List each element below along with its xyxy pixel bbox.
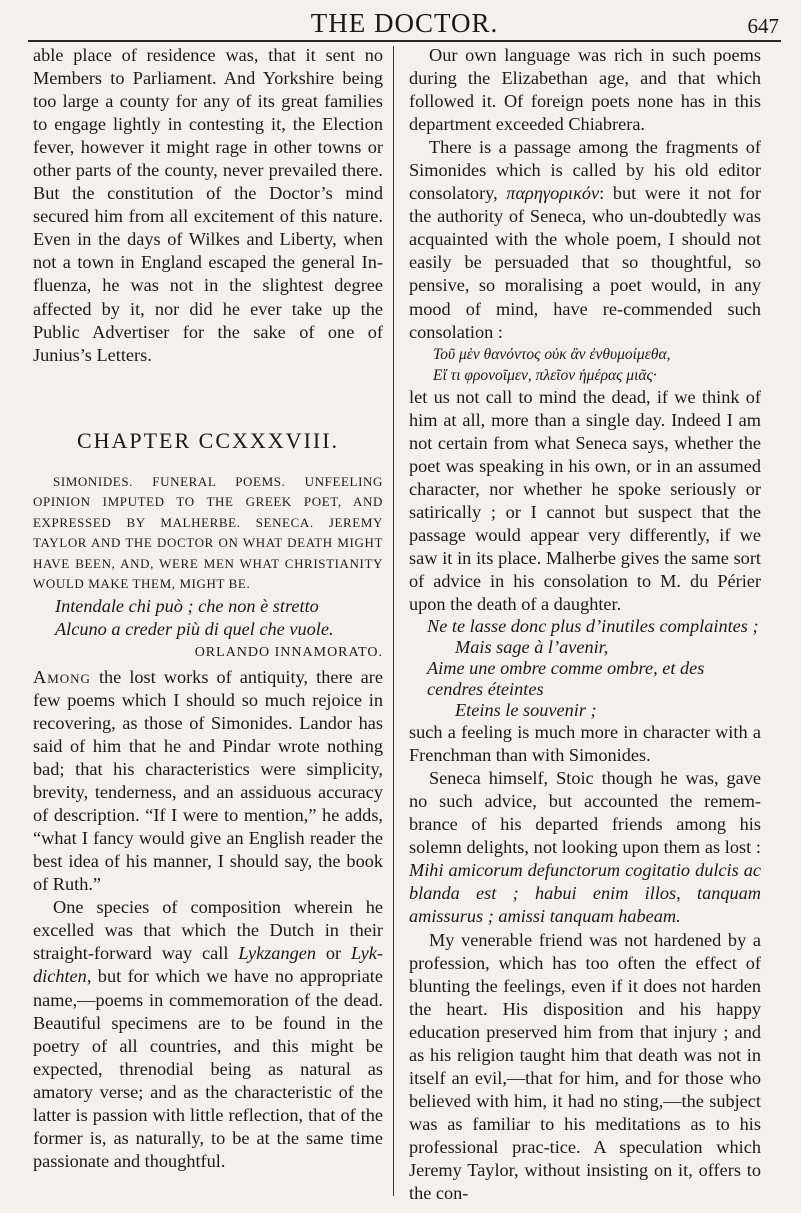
french-quote [427, 616, 761, 721]
paragraph: Seneca himself, Stoic though he was, gave no such advice, but accounted the remem-brance of his departed friends among his solemn delights, not looking upon them as lost : Mihi amicorum defunctorum cogitatio dulcis ac blanda est ; habui enim illos, tanquam amissurus ; amissi tanquam habeam. [409, 768, 761, 927]
greek-term: παρηγορικόν [506, 183, 600, 204]
column-divider [393, 46, 394, 1196]
term: Lyk-dichten [33, 943, 383, 987]
chapter-synopsis: SIMONIDES. FUNERAL POEMS. UNFEELING OPINION IMPUTED TO THE GREEK POET, AND EXPRESSED BY MALHERBE. SENECA. JEREMY TAYLOR AND THE DOCTOR ON WHAT DEATH MIGHT HAVE BEEN, AND, WERE MEN WHAT CHRISTIANITY WOULD MAKE THEM, MIGHT BE. [33, 473, 383, 592]
running-title: THE DOCTOR. [310, 8, 499, 38]
paragraph: such a feeling is much more in character with a Frenchman than with Simonides. [409, 722, 761, 766]
quote-line: Eteins le souvenir ; [455, 700, 597, 721]
running-head [30, 8, 779, 38]
quote-line: Mais sage à l’avenir, [455, 637, 609, 658]
paragraph: Among the lost works of antiquity, there are few poems which I should so much rejoice in recovering, as those of Simonides. Landor has said of him that he and Pindar wrote nothing bad; that his characteristics were simplicity, brevity, tenderness, and an assiduous accuracy of description. “If I were to mention,” he adds, “what I fancy would give an English reader the best idea of his manner, I should say, the book of Ruth.” [33, 666, 383, 895]
left-column [33, 44, 383, 1173]
paragraph: able place of residence was, that it sent no Members to Parliament. And Yorkshire being too large a county for any of its great families to engage lightly in contesting it, the Election fever, however it might rage in other towns or other parts of the county, never prevailed there. But the constitution of the Doctor’s mind secured him from all excitement of this nature. Even in the days of Wilkes and Liberty, when not a town in England escaped the general In-fluenza, he was not in the slightest degree affected by it, nor did he ever take up the Public Advertiser for the sake of one of Junius’s Letters. [33, 45, 383, 365]
paragraph: One species of composition wherein he excelled was that which the Dutch in their straight-forward way call Lykzangen or Lyk-dichten, but for which we have no appropriate name,—poems in commemoration of the dead. Beautiful specimens are to be found in the poetry of all countries, and this might be expected, threnodial being as natural as amatory verse; and as the characteristic of the latter is passion with little reflection, that of the former is, as naturally, to be at the same time passionate and thoughtful. [33, 897, 383, 1171]
drop-word: Among [33, 666, 91, 687]
page-number: 647 [747, 14, 779, 38]
epigraph-line: Intendale chi può ; che non è stretto [55, 595, 319, 616]
paragraph: let us not call to mind the dead, if we think of him at all, more than a single day. Indeed I am not certain from what Seneca says, whether the poet was speaking in his own, or in an assumed character, nor whether he spoke seriously or satirically ; or I cannot but suspect that the passage would appear very differently, if we saw it in its place. Malherbe gives the same sort of advice in his consolation to M. du Périer upon the death of a daughter. [409, 386, 761, 615]
quote-line: Τοῦ μὲν θανόντος οὐκ ἂν ἐνθυμοίμεθα, [433, 345, 671, 363]
quote-line: Εἴ τι φρονοῖμεν, πλεῖον ἡμέρας μιᾶς· [433, 366, 657, 384]
paragraph: My venerable friend was not hardened by a profession, which has too often the effect of blunting the feelings, even if it does not harden the heart. His disposition and his happy education preserved him from that injury ; and as his religion taught him that death was not in itself an evil,—that for him, and for those who believed with him, it had no sting,—the subject was as familiar to his meditations as to his professional prac-tice. A speculation which Jeremy Taylor, without insisting on it, offers to the con- [409, 929, 761, 1204]
epigraph-line: Alcuno a creder più di quel che vuole. [55, 618, 334, 639]
paragraph: There is a passage among the fragments of Simonides which is called by his old editor consolatory, παρηγορικόν: but were it not for the authority of Seneca, who un-doubtedly was acquainted with the whole poem, I should not easily be persuaded that so thoughtful, so pensive, so moralising a poet would, in any mood of mind, have re-commended such consolation : [409, 137, 761, 342]
epigraph [55, 595, 383, 641]
latin-quote: Mihi amicorum defunctorum cogitatio dulcis ac blanda est ; habui enim illos, tanquam amissurus ; amissi tanquam habeam. [409, 860, 761, 927]
quote-line: Aime une ombre comme ombre, et des cendres éteintes [427, 658, 705, 700]
right-column [409, 44, 761, 1205]
chapter-heading: CHAPTER CCXXXVIII. [76, 427, 340, 453]
quote-line: Ne te lasse donc plus d’inutiles complaintes ; [427, 616, 759, 637]
term: Lykzangen [238, 943, 316, 964]
epigraph-source: ORLANDO INNAMORATO. [194, 644, 383, 660]
greek-quote [433, 344, 761, 386]
paragraph: Our own language was rich in such poems during the Elizabethan age, and that which followed it. Of foreign poets none has in this department exceeded Chiabrera. [409, 45, 761, 135]
header-rule [28, 40, 781, 42]
